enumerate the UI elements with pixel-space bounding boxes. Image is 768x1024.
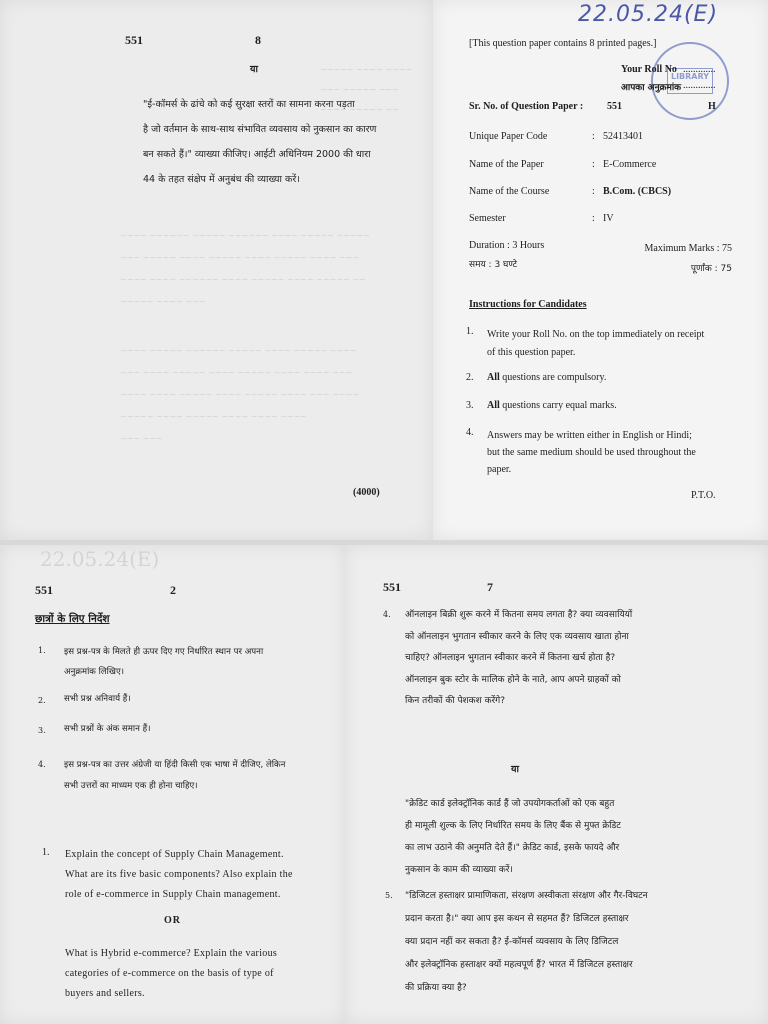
question-line: ऑनलाइन बिक्री शुरू करने में कितना समय लगता है? क्या व्यवसायियों — [405, 610, 633, 620]
pto-label: P.T.O. — [691, 490, 716, 501]
question-line: की प्रक्रिया क्या है? — [405, 983, 467, 993]
instruction-line: but the same medium should be used throughout the — [487, 447, 696, 458]
question-line: categories of e-commerce on the basis of type of — [65, 968, 274, 979]
page-7-scan — [345, 545, 768, 1024]
instruction-line: questions carry equal marks. — [502, 400, 617, 411]
field-value: 52413401 — [603, 131, 643, 142]
roll-no-label: Your Roll No — [621, 64, 677, 75]
field-label: Unique Paper Code — [469, 131, 548, 142]
page-number: 7 — [487, 580, 493, 594]
sr-no-suffix: H — [708, 101, 716, 112]
question-line: What is Hybrid e-commerce? Explain the various — [65, 948, 278, 959]
question-line: बन सकते हैं।" व्याख्या कीजिए। आईटी अधिनियम 2000 की धारा — [143, 149, 371, 160]
question-line: What are its five basic components? Also explain the — [65, 869, 293, 880]
show-through-date: 22.05.24(E) — [40, 547, 160, 571]
or-label: OR — [164, 915, 181, 926]
instruction-number: 2. — [38, 696, 46, 705]
paper-code: 551 — [383, 580, 401, 594]
instruction-item — [487, 427, 696, 478]
roll-no-blank-hindi[interactable]: ............. — [683, 80, 716, 91]
show-through-text: ~~~~ ~~~~~ ~~~~~~ ~~~~~ ~~~~ ~~~~~ ~~~~ ~~~ ~~~~ ~~~~~ ~~~~ ~~~~~ ~~~~ ~~~~ ~~~ ~~~~ ~~~~ ~~~~~ ~~~~ ~~~~~ ~~~~ ~~~ ~~~~ ~~~~~ ~~~~ ~~~~~ ~~~~ ~~~~ ~~~~ ~~~ ~~~ — [120, 346, 360, 443]
question-line: "क्रेडिट कार्ड इलेक्ट्रॉनिक कार्ड हैं जो उपयोगकर्ताओं को एक बहुत — [405, 799, 615, 809]
question-line: buyers and sellers. — [65, 988, 145, 999]
page-number: 2 — [170, 583, 176, 597]
question-line: को ऑनलाइन भुगतान स्वीकार करने के लिए एक व्यवसाय खाता होना — [405, 631, 629, 642]
header-note: [This question paper contains 8 printed pages.] — [469, 38, 657, 49]
field-label: Name of the Paper — [469, 159, 544, 170]
max-marks: Maximum Marks : 75 — [644, 243, 732, 254]
handwritten-date: 22.05.24(E) — [578, 2, 719, 27]
instruction-line: questions are compulsory. — [502, 372, 607, 383]
instruction-line: paper. — [487, 464, 512, 475]
question-line: किन तरीकों की पेशकश करेंगे? — [405, 696, 506, 706]
page-number: 8 — [255, 33, 261, 47]
instruction-item — [64, 755, 285, 797]
instruction-item: सभी प्रश्न अनिवार्य हैं। — [64, 694, 131, 704]
instruction-number: 4. — [38, 760, 46, 769]
instruction-line: of this question paper. — [487, 347, 576, 358]
field-colon: : — [592, 213, 595, 224]
question-number: 4. — [383, 610, 391, 619]
field-colon: : — [592, 159, 595, 170]
field-label: Name of the Course — [469, 186, 550, 197]
instruction-number: 4. — [466, 427, 474, 438]
instruction-line: अनुक्रमांक लिखिए। — [64, 667, 124, 677]
copies-count: (4000) — [353, 487, 380, 498]
or-label: या — [250, 64, 258, 75]
instruction-emphasis: All — [487, 372, 500, 383]
instruction-number: 2. — [466, 372, 474, 383]
duration-hindi: समय : 3 घण्टे — [469, 260, 518, 270]
instruction-line: इस प्रश्न-पत्र का उत्तर अंग्रेजी या हिंदी किसी एक भाषा में दीजिए, लेकिन — [64, 760, 286, 770]
instruction-line: Answers may be written either in English or Hindi; — [487, 430, 692, 441]
stamp-label: LIBRARY — [670, 72, 710, 81]
question-line: चाहिए? ऑनलाइन भुगतान स्वीकार करने में कितना खर्च होता है? — [405, 653, 616, 663]
instruction-line: सभी उत्तरों का माध्यम एक ही होना चाहिए। — [64, 781, 198, 791]
sr-no-label: Sr. No. of Question Paper : — [469, 101, 584, 112]
instruction-number: 3. — [38, 726, 46, 735]
field-colon: : — [592, 186, 595, 197]
question-5 — [405, 885, 648, 1000]
question-1-alternative — [65, 944, 277, 1004]
question-line: role of e-commerce in Supply Chain management. — [65, 889, 281, 900]
question-4-alternative — [405, 793, 621, 881]
field-value: B.Com. (CBCS) — [603, 186, 672, 197]
instruction-item — [64, 642, 263, 682]
instruction-item: सभी प्रश्नों के अंक समान हैं। — [64, 724, 151, 734]
instruction-number: 3. — [466, 400, 474, 411]
roll-no-blank[interactable]: ............. — [683, 64, 716, 75]
max-marks-hindi: पूर्णांक : 75 — [690, 264, 732, 274]
page-8-scan — [0, 0, 433, 540]
question-line: क्या प्रदान नहीं कर सकता है? ई-कॉमर्स व्यवसाय के लिए डिजिटल — [405, 937, 619, 947]
field-label: Semester — [469, 213, 506, 224]
question-line: का लाभ उठाने की अनुमति देते हैं।" क्रेडिट कार्ड, इसके फायदे और — [405, 843, 620, 853]
duration: Duration : 3 Hours — [469, 240, 545, 251]
cover-page-scan — [433, 0, 768, 540]
hindi-instructions-title: छात्रों के लिए निर्देश — [35, 613, 110, 625]
question-line: और इलेक्ट्रॉनिक हस्ताक्षर क्यों महत्वपूर्ण हैं? भारत में डिजिटल हस्ताक्षर — [405, 960, 633, 970]
instruction-number: 1. — [466, 326, 474, 337]
instruction-item — [487, 326, 704, 362]
question-line: "डिजिटल हस्ताक्षर प्रामाणिकता, संरक्षण अस्वीकता संरक्षण और गैर-विघटन — [405, 891, 648, 901]
question-line: है जो वर्तमान के साथ-साथ संभावित व्यवसाय को नुकसान का कारण — [143, 124, 377, 135]
question-line: ही मामूली शुल्क के लिए निर्धारित समय के लिए बैंक से मुफ्त क्रेडिट — [405, 821, 621, 831]
question-number: 1. — [42, 847, 50, 858]
instruction-line: Write your Roll No. on the top immediately on receipt — [487, 329, 705, 340]
field-value: IV — [603, 213, 614, 224]
show-through-text: ~~~~ ~~~~~~ ~~~~~ ~~~~~~ ~~~~ ~~~~~ ~~~~~ ~~~ ~~~~~ ~~~~ ~~~~~ ~~~~ ~~~~~ ~~~~ ~~~ ~~~~ ~~~~ ~~~~~~ ~~~~ ~~~~~ ~~~~ ~~~~~ ~~ ~~~~~ ~~~~ ~~~ — [120, 231, 370, 306]
question-line: ऑनलाइन बुक स्टोर के मालिक होने के नाते, आप अपने ग्राहकों को — [405, 674, 621, 685]
page-2-scan — [0, 545, 345, 1024]
question-line: Explain the concept of Supply Chain Management. — [65, 849, 284, 860]
field-colon: : — [592, 131, 595, 142]
show-through-text: ~~~~~ ~~~~ ~~~~ ~~~ ~~~~~ ~~~ ~~~~ ~~~~~ ~~ — [320, 65, 413, 114]
instruction-number: 1. — [38, 646, 46, 655]
instruction-line: इस प्रश्न-पत्र के मिलते ही ऊपर दिए गए निर्धारित स्थान पर अपना — [64, 647, 264, 657]
paper-code: 551 — [125, 33, 143, 47]
instruction-item — [487, 372, 606, 383]
question-line: "ई-कॉमर्स के ढांचे को कई सुरक्षा स्तरों का सामना करना पड़ता — [143, 99, 355, 110]
field-value: E-Commerce — [603, 159, 657, 170]
question-line: 44 के तहत संक्षेप में अनुबंध की व्याख्या करें। — [143, 174, 300, 185]
roll-no-label-hindi: आपका अनुक्रमांक — [621, 83, 682, 93]
instruction-emphasis: All — [487, 400, 500, 411]
paper-code: 551 — [35, 583, 53, 597]
or-label: या — [511, 764, 519, 775]
question-1 — [65, 845, 293, 905]
question-4 — [405, 605, 632, 713]
sr-no-value: 551 — [607, 101, 622, 112]
question-line: नुकसान के काम की व्याख्या करें। — [405, 865, 513, 875]
instructions-title: Instructions for Candidates — [469, 299, 587, 310]
question-line: प्रदान करता है।" क्या आप इस कथन से सहमत हैं? डिजिटल हस्ताक्षर — [405, 914, 629, 924]
instruction-item — [487, 400, 617, 411]
question-number: 5. — [385, 891, 393, 900]
